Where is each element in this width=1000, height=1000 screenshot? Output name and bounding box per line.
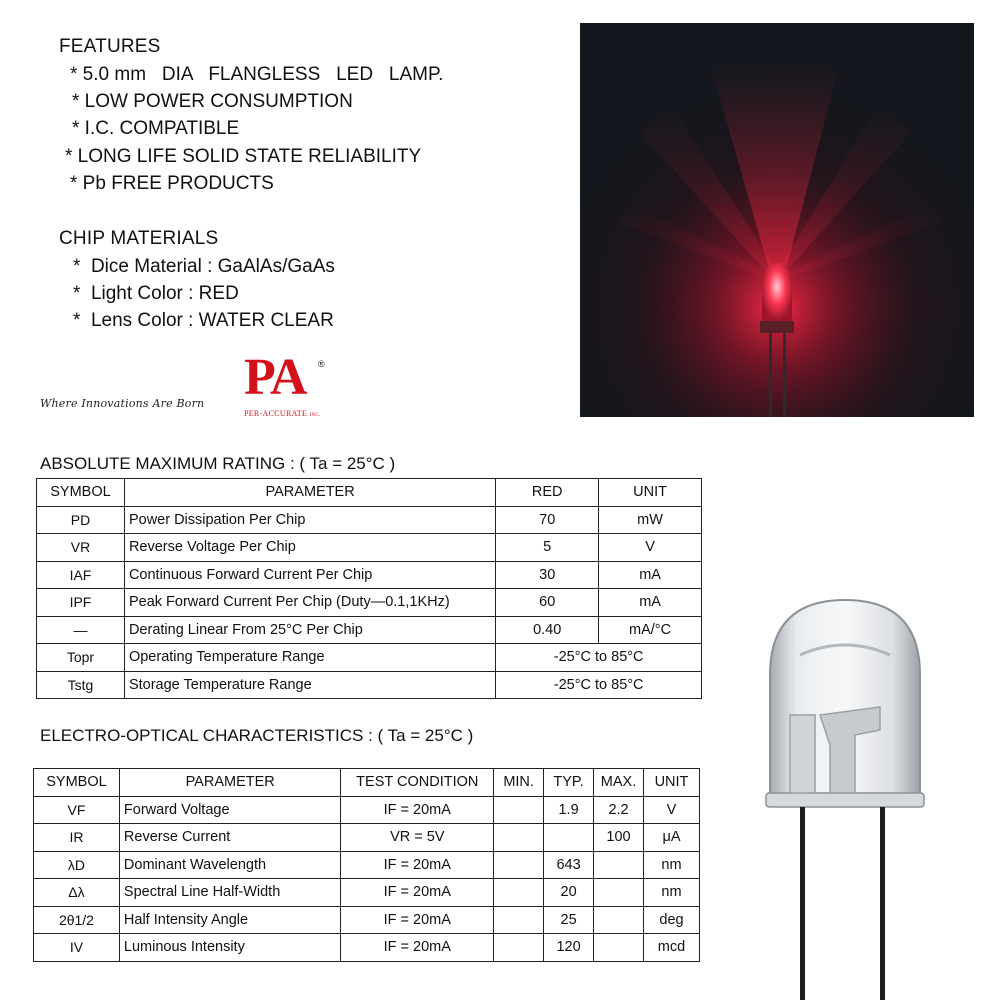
parameter-cell: Luminous Intensity [119,934,340,962]
unit-cell: mA [599,589,702,617]
unit-cell: V [644,796,700,824]
unit-cell: mA/°C [599,616,702,644]
header-cell: UNIT [599,479,702,507]
value-cell: 70 [496,506,599,534]
led-lit-photo [580,23,974,417]
symbol-cell: IAF [37,561,125,589]
header-cell: PARAMETER [119,769,340,797]
typ-cell: 120 [544,934,594,962]
range-cell: -25°C to 85°C [496,644,702,672]
table-row [37,561,702,589]
unit-cell: nm [644,851,700,879]
symbol-cell: IV [34,934,120,962]
header-cell: SYMBOL [37,479,125,507]
table-row [34,906,700,934]
unit-cell: mA [599,561,702,589]
header-cell: UNIT [644,769,700,797]
table-row [37,616,702,644]
chip-material-item: * Lens Color : WATER CLEAR [73,310,334,331]
led-product-photo [760,595,930,1000]
max-cell [594,851,644,879]
condition-cell: IF = 20mA [341,879,494,907]
symbol-cell: PD [37,506,125,534]
min-cell [494,851,544,879]
chip-material-item: * Dice Material : GaAlAs/GaAs [73,256,335,277]
logo-tagline: Where Innovations Are Born [40,397,205,410]
condition-cell: IF = 20mA [341,906,494,934]
symbol-cell: IPF [37,589,125,617]
feature-item: * LONG LIFE SOLID STATE RELIABILITY [65,146,422,167]
registered-mark: ® [318,359,325,369]
value-cell: 5 [496,534,599,562]
max-cell [594,879,644,907]
feature-item: * Pb FREE PRODUCTS [70,173,274,194]
value-cell: 0.40 [496,616,599,644]
features-heading: FEATURES [59,36,161,57]
feature-item: * LOW POWER CONSUMPTION [72,91,353,112]
typ-cell [544,824,594,852]
parameter-cell: Forward Voltage [119,796,340,824]
symbol-cell: Δλ [34,879,120,907]
company-name [244,409,321,418]
chip-materials-heading: CHIP MATERIALS [59,228,219,249]
table-header-row [34,769,700,797]
table-row [34,879,700,907]
max-cell [594,906,644,934]
header-cell: TEST CONDITION [341,769,494,797]
condition-cell: IF = 20mA [341,851,494,879]
header-cell: RED [496,479,599,507]
min-cell [494,796,544,824]
company-suffix: INC. [309,413,321,418]
parameter-cell: Reverse Current [119,824,340,852]
range-cell: -25°C to 85°C [496,671,702,699]
value-cell: 30 [496,561,599,589]
unit-cell: deg [644,906,700,934]
symbol-cell: Topr [37,644,125,672]
min-cell [494,824,544,852]
symbol-cell: — [37,616,125,644]
company-logo: PA [244,349,306,406]
condition-cell: VR = 5V [341,824,494,852]
parameter-cell: Storage Temperature Range [124,671,495,699]
table-row [37,589,702,617]
parameter-cell: Peak Forward Current Per Chip (Duty—0.1,1KHz) [124,589,495,617]
symbol-cell: VR [37,534,125,562]
table-row [37,506,702,534]
typ-cell: 20 [544,879,594,907]
parameter-cell: Dominant Wavelength [119,851,340,879]
parameter-cell: Derating Linear From 25°C Per Chip [124,616,495,644]
symbol-cell: λD [34,851,120,879]
unit-cell: μA [644,824,700,852]
symbol-cell: IR [34,824,120,852]
min-cell [494,934,544,962]
header-cell: SYMBOL [34,769,120,797]
parameter-cell: Spectral Line Half-Width [119,879,340,907]
absolute-max-title: ABSOLUTE MAXIMUM RATING : ( Ta = 25°C ) [40,454,396,473]
table-header-row [37,479,702,507]
unit-cell: nm [644,879,700,907]
parameter-cell: Half Intensity Angle [119,906,340,934]
min-cell [494,906,544,934]
table-row [37,644,702,672]
table-row [37,671,702,699]
header-cell: MIN. [494,769,544,797]
value-cell: 60 [496,589,599,617]
symbol-cell: Tstg [37,671,125,699]
header-cell: TYP. [544,769,594,797]
header-cell: MAX. [594,769,644,797]
parameter-cell: Continuous Forward Current Per Chip [124,561,495,589]
unit-cell: mcd [644,934,700,962]
symbol-cell: 2θ1/2 [34,906,120,934]
table-row [34,934,700,962]
company-name-text: PER-ACCURATE [244,409,308,418]
typ-cell: 25 [544,906,594,934]
electro-optical-title: ELECTRO-OPTICAL CHARACTERISTICS : ( Ta = 25°C ) [40,726,474,745]
table-row [34,796,700,824]
absolute-max-table [36,478,702,699]
electro-optical-table [33,768,700,962]
parameter-cell: Reverse Voltage Per Chip [124,534,495,562]
chip-material-item: * Light Color : RED [73,283,239,304]
min-cell [494,879,544,907]
table-row [37,534,702,562]
symbol-cell: VF [34,796,120,824]
max-cell: 100 [594,824,644,852]
feature-item: * 5.0 mm DIA FLANGLESS LED LAMP. [70,64,444,85]
parameter-cell: Power Dissipation Per Chip [124,506,495,534]
unit-cell: mW [599,506,702,534]
condition-cell: IF = 20mA [341,934,494,962]
unit-cell: V [599,534,702,562]
parameter-cell: Operating Temperature Range [124,644,495,672]
condition-cell: IF = 20mA [341,796,494,824]
feature-item: * I.C. COMPATIBLE [72,118,240,139]
table-row [34,851,700,879]
typ-cell: 1.9 [544,796,594,824]
typ-cell: 643 [544,851,594,879]
table-row [34,824,700,852]
max-cell [594,934,644,962]
header-cell: PARAMETER [124,479,495,507]
max-cell: 2.2 [594,796,644,824]
